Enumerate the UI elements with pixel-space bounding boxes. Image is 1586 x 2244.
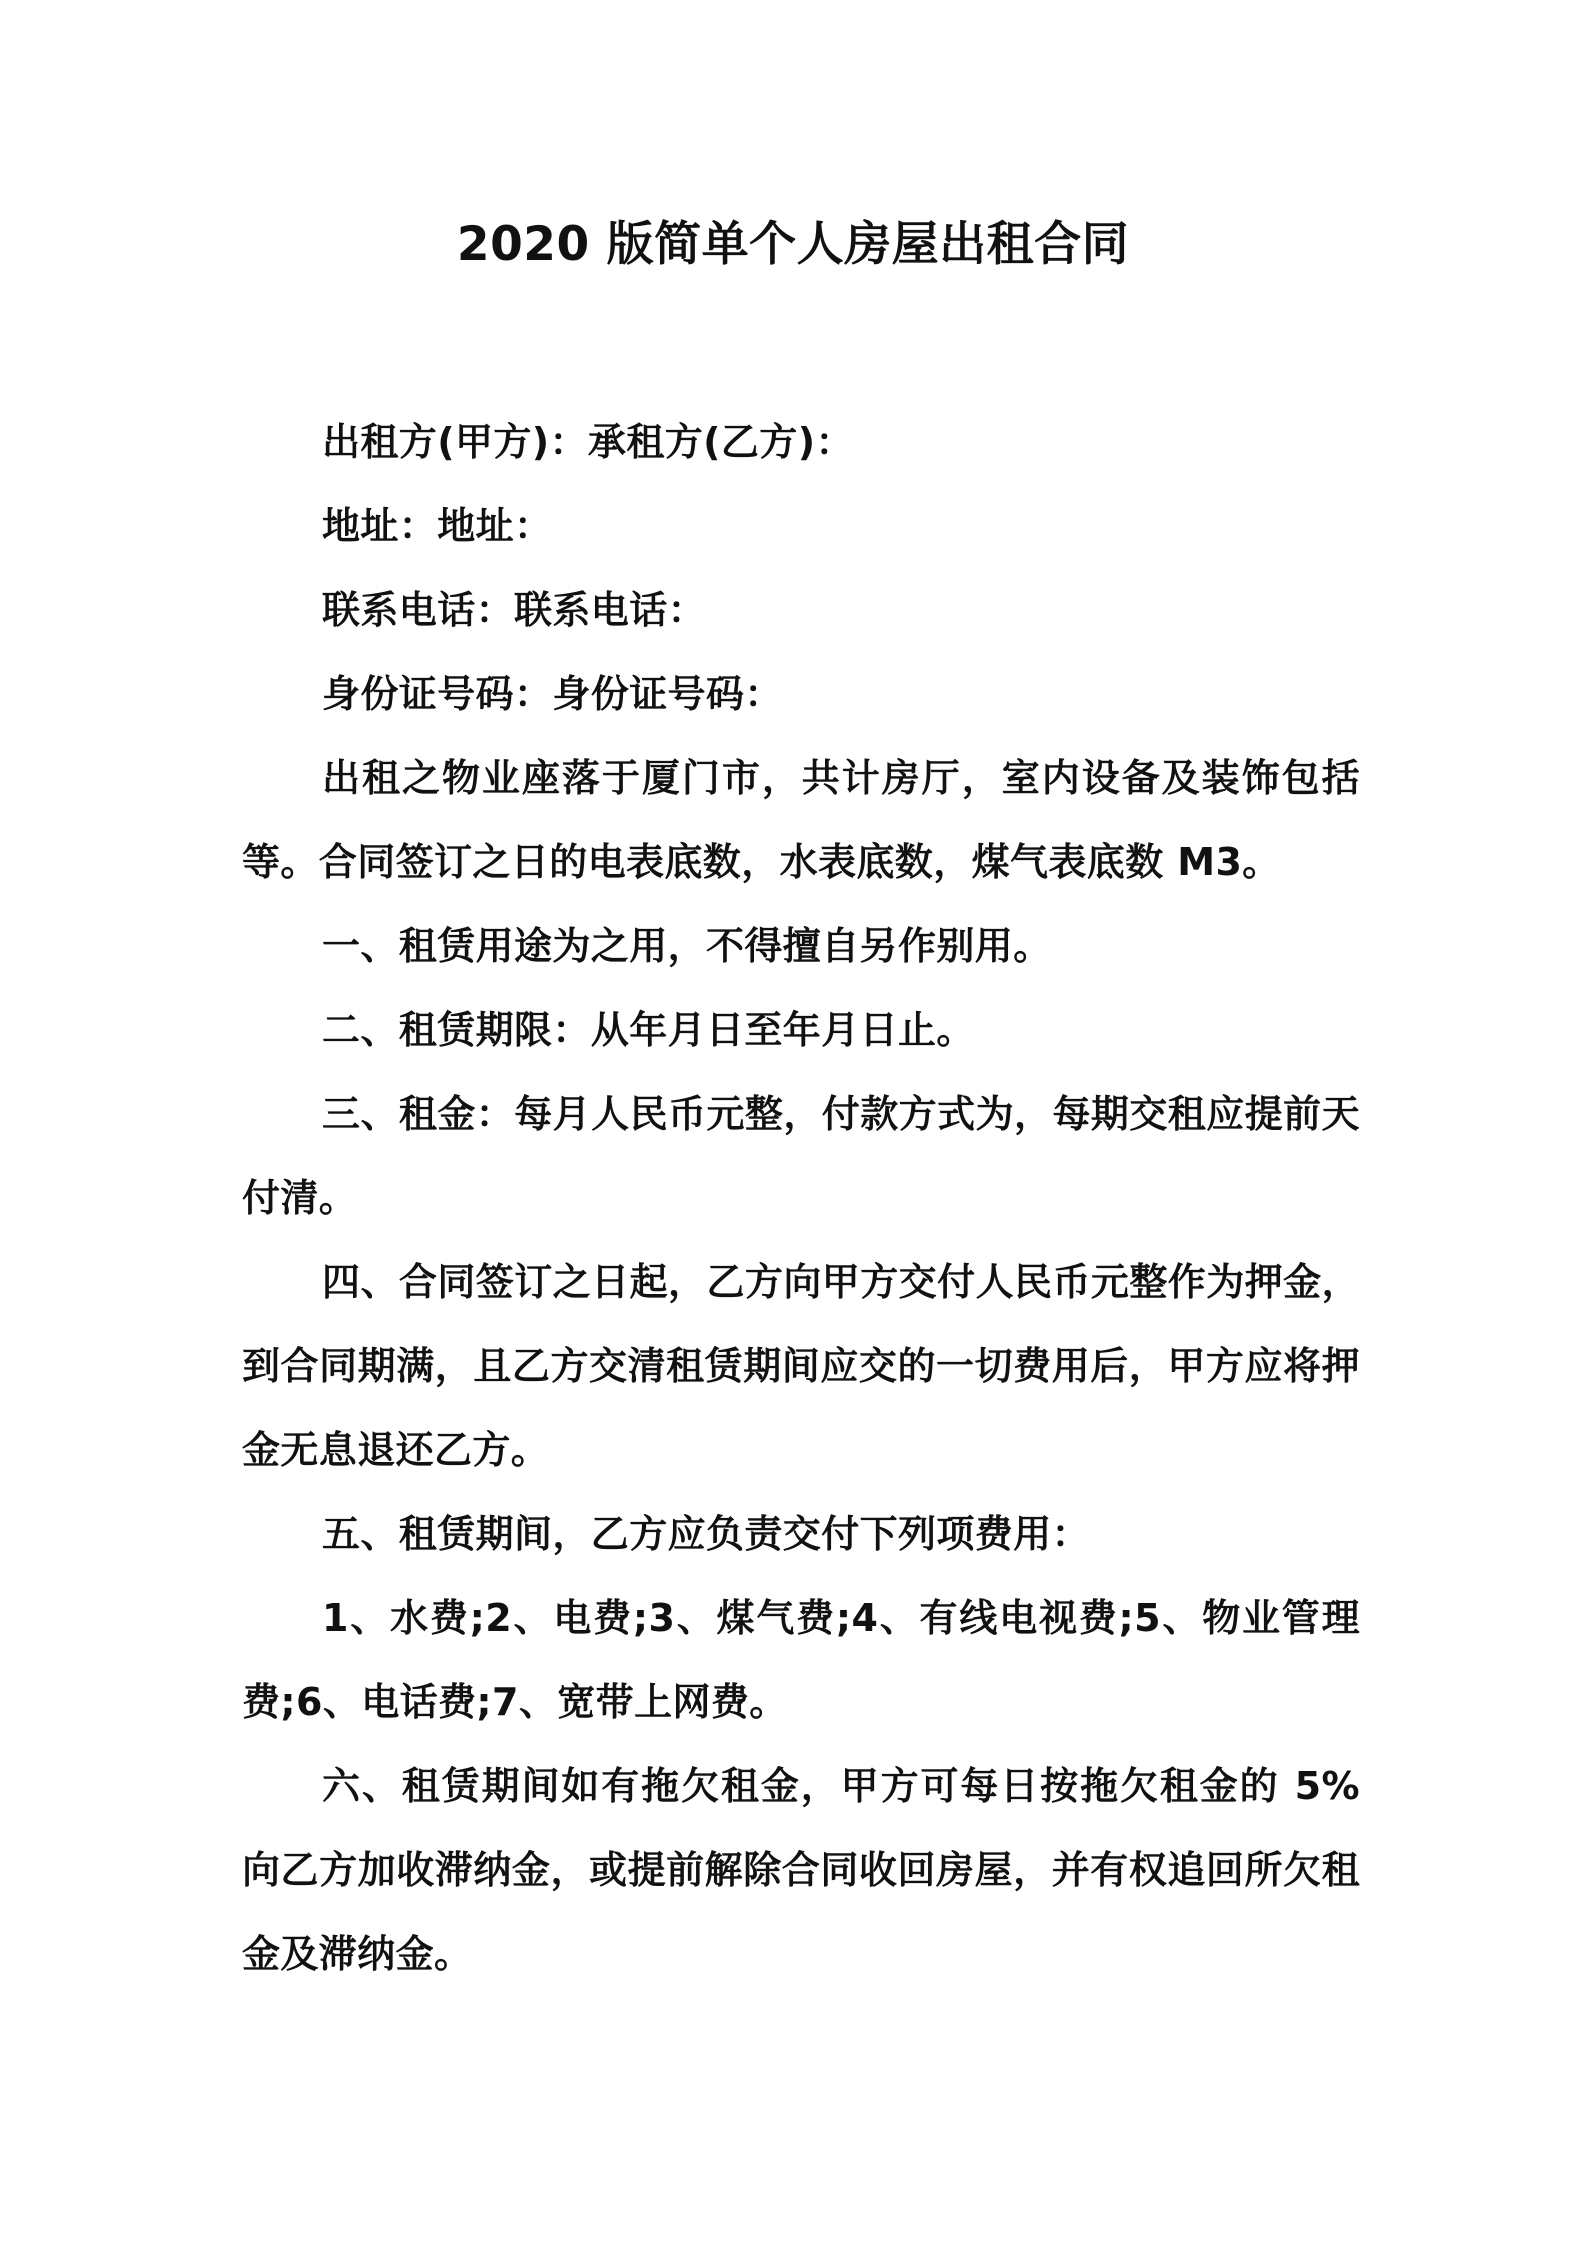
id-number-line: 身份证号码：身份证号码：: [322, 672, 783, 716]
parties-line: 出租方(甲方)：承租方(乙方)：: [322, 420, 854, 464]
clause-6-late-payment: 六、租赁期间如有拖欠租金，甲方可每日按拖欠租金的 5%向乙方加收滞纳金，或提前解除合同收回房屋，并有权追回所欠租金及滞纳金。: [242, 1764, 1360, 1976]
clause-2-term: 二、租赁期限：从年月日至年月日止。: [322, 1008, 975, 1052]
address-line: 地址：地址：: [322, 504, 553, 548]
clause-1-purpose: 一、租赁用途为之用，不得擅自另作别用。: [322, 924, 1052, 968]
property-description: 出租之物业座落于厦门市，共计房厅，室内设备及装饰包括等。合同签订之日的电表底数，水表底数，煤气表底数 M3。: [242, 756, 1360, 884]
clause-5-fees-intro: 五、租赁期间，乙方应负责交付下列项费用：: [322, 1512, 1091, 1556]
clause-4-deposit: 四、合同签订之日起，乙方向甲方交付人民币元整作为押金，到合同期满，且乙方交清租赁期间应交的一切费用后，甲方应将押金无息退还乙方。: [242, 1260, 1360, 1472]
phone-line: 联系电话：联系电话：: [322, 588, 707, 632]
document-title: 2020 版简单个人房屋出租合同: [456, 217, 1130, 272]
clause-3-rent: 三、租金：每月人民币元整，付款方式为，每期交租应提前天付清。: [242, 1092, 1360, 1220]
clause-5-fees-list: 1、水费;2、电费;3、煤气费;4、有线电视费;5、物业管理费;6、电话费;7、宽带上网费。: [242, 1596, 1360, 1724]
contract-body: [242, 400, 1360, 1996]
